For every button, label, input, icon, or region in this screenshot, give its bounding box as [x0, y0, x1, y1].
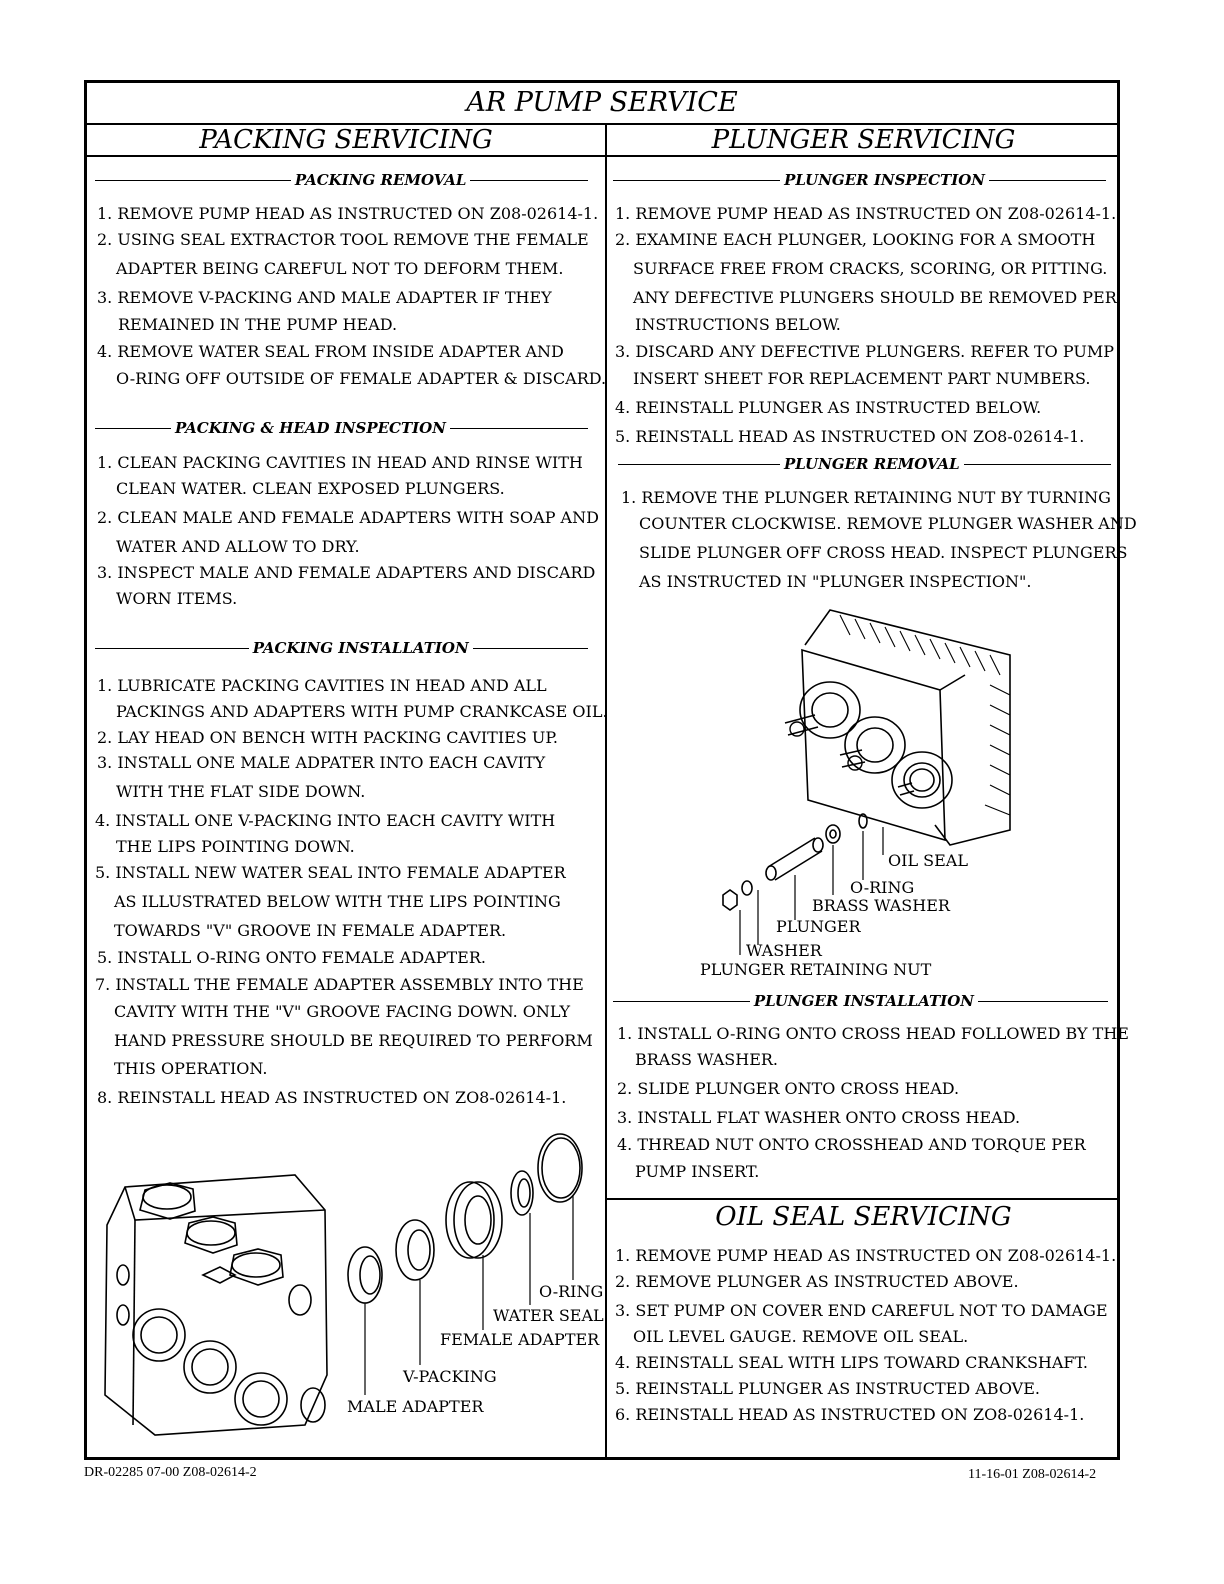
- pump-head-drawing: [105, 1175, 327, 1435]
- label-male-adapter: MALE ADAPTER: [347, 1397, 484, 1416]
- packing-inspection-line: 1. CLEAN PACKING CAVITIES IN HEAD AND RINSE WITH: [97, 453, 583, 472]
- female-adapter-part: [446, 1182, 502, 1258]
- packing-installation-line: TOWARDS "V" GROOVE IN FEMALE ADAPTER.: [114, 921, 507, 940]
- water-seal-part: [511, 1171, 533, 1215]
- stud-nut: [790, 722, 804, 736]
- plunger-inspection-line: ANY DEFECTIVE PLUNGERS SHOULD BE REMOVED PER: [633, 288, 1117, 307]
- plunger-removal-line: SLIDE PLUNGER OFF CROSS HEAD. INSPECT PLUNGERS: [639, 543, 1128, 562]
- plunger-installation-title: PLUNGER INSTALLATION: [613, 992, 1108, 1010]
- plunger-installation-line: 1. INSTALL O-RING ONTO CROSS HEAD FOLLOWED BY THE: [617, 1024, 1129, 1043]
- packing-removal-line: 4. REMOVE WATER SEAL FROM INSIDE ADAPTER AND: [97, 342, 564, 361]
- packing-removal-line: 3. REMOVE V-PACKING AND MALE ADAPTER IF THEY: [97, 288, 552, 307]
- male-adapter-part: [348, 1247, 382, 1303]
- plunger-inspection-title: PLUNGER INSPECTION: [613, 171, 1106, 189]
- packing-installation-line: 7. INSTALL THE FEMALE ADAPTER ASSEMBLY INTO THE: [95, 975, 584, 994]
- plunger-part: [766, 838, 823, 880]
- packing-removal-title: PACKING REMOVAL: [95, 171, 588, 189]
- oil-seal-line: 1. REMOVE PUMP HEAD AS INSTRUCTED ON Z08-02614-1.: [615, 1246, 1117, 1265]
- label-female-adapter: FEMALE ADAPTER: [440, 1330, 600, 1349]
- plunger-installation-line: BRASS WASHER.: [635, 1050, 779, 1069]
- footer-left: DR-02285 07-00 Z08-02614-2: [84, 1465, 257, 1480]
- plunger-inspection-line: 4. REINSTALL PLUNGER AS INSTRUCTED BELOW.: [615, 398, 1042, 417]
- packing-installation-title: PACKING INSTALLATION: [95, 639, 588, 657]
- plunger-installation-line: PUMP INSERT.: [635, 1162, 760, 1181]
- plunger-removal-line: COUNTER CLOCKWISE. REMOVE PLUNGER WASHER AND: [639, 514, 1137, 533]
- packing-removal-line: 1. REMOVE PUMP HEAD AS INSTRUCTED ON Z08-02614-1.: [97, 204, 599, 223]
- packing-installation-line: 5. INSTALL NEW WATER SEAL INTO FEMALE ADAPTER: [95, 863, 566, 882]
- packing-installation-line: CAVITY WITH THE "V" GROOVE FACING DOWN. ONLY: [114, 1002, 571, 1021]
- plunger-servicing-heading: PLUNGER SERVICING: [607, 125, 1120, 157]
- packing-servicing-heading: PACKING SERVICING: [87, 125, 605, 157]
- o-ring-part: [538, 1134, 582, 1202]
- packing-removal-line: REMAINED IN THE PUMP HEAD.: [118, 315, 398, 334]
- brass-washer-part: [826, 825, 840, 843]
- packing-inspection-line: WATER AND ALLOW TO DRY.: [116, 537, 360, 556]
- oil-seal-line: 5. REINSTALL PLUNGER AS INSTRUCTED ABOVE.: [615, 1379, 1040, 1398]
- oil-seal-line: 2. REMOVE PLUNGER AS INSTRUCTED ABOVE.: [615, 1272, 1019, 1291]
- label-o-ring: O-RING: [539, 1282, 604, 1301]
- oil-seal-line: 4. REINSTALL SEAL WITH LIPS TOWARD CRANKSHAFT.: [615, 1353, 1088, 1372]
- packing-installation-line: THE LIPS POINTING DOWN.: [116, 837, 355, 856]
- label-brass-washer: BRASS WASHER: [812, 896, 950, 915]
- plunger-removal-title: PLUNGER REMOVAL: [618, 455, 1111, 473]
- plunger-exploded-diagram: [690, 605, 1020, 985]
- plunger-inspection-line: INSERT SHEET FOR REPLACEMENT PART NUMBERS.: [633, 369, 1091, 388]
- retaining-nut-part: [723, 890, 737, 910]
- oil-seal-line: 3. SET PUMP ON COVER END CAREFUL NOT TO DAMAGE: [615, 1301, 1108, 1320]
- v-packing-part: [396, 1220, 434, 1280]
- packing-inspection-line: WORN ITEMS.: [116, 589, 238, 608]
- plunger-installation-line: 3. INSTALL FLAT WASHER ONTO CROSS HEAD.: [617, 1108, 1021, 1127]
- oil-seal-line: OIL LEVEL GAUGE. REMOVE OIL SEAL.: [633, 1327, 969, 1346]
- packing-head-inspection-title: PACKING & HEAD INSPECTION: [95, 419, 588, 437]
- label-oil-seal: OIL SEAL: [888, 851, 968, 870]
- packing-inspection-line: 2. CLEAN MALE AND FEMALE ADAPTERS WITH SOAP AND: [97, 508, 599, 527]
- oil-seal-line: 6. REINSTALL HEAD AS INSTRUCTED ON ZO8-02614-1.: [615, 1405, 1085, 1424]
- washer-part: [742, 881, 752, 895]
- page-title: AR PUMP SERVICE: [87, 83, 1117, 125]
- packing-installation-line: PACKINGS AND ADAPTERS WITH PUMP CRANKCASE OIL.: [116, 702, 608, 721]
- cooling-fins: [840, 615, 1010, 815]
- packing-exploded-diagram: [95, 1125, 610, 1455]
- hex-plug: [230, 1249, 283, 1285]
- packing-inspection-line: 3. INSPECT MALE AND FEMALE ADAPTERS AND DISCARD: [97, 563, 596, 582]
- plunger-inspection-line: 1. REMOVE PUMP HEAD AS INSTRUCTED ON Z08-02614-1.: [615, 204, 1117, 223]
- cross-head-flange: [785, 682, 860, 738]
- label-plunger: PLUNGER: [776, 917, 861, 936]
- packing-removal-line: O-RING OFF OUTSIDE OF FEMALE ADAPTER & DISCARD.: [116, 369, 607, 388]
- packing-installation-line: 1. LUBRICATE PACKING CAVITIES IN HEAD AND ALL: [97, 676, 547, 695]
- footer-right: 11-16-01 Z08-02614-2: [968, 1467, 1097, 1482]
- packing-removal-line: 2. USING SEAL EXTRACTOR TOOL REMOVE THE FEMALE: [97, 230, 589, 249]
- packing-inspection-line: CLEAN WATER. CLEAN EXPOSED PLUNGERS.: [116, 479, 505, 498]
- plunger-inspection-line: INSTRUCTIONS BELOW.: [635, 315, 841, 334]
- oil-seal-servicing-heading: OIL SEAL SERVICING: [715, 1202, 1012, 1232]
- packing-installation-line: 5. INSTALL O-RING ONTO FEMALE ADAPTER.: [97, 948, 486, 967]
- plunger-inspection-line: 2. EXAMINE EACH PLUNGER, LOOKING FOR A SMOOTH: [615, 230, 1096, 249]
- plunger-inspection-line: 5. REINSTALL HEAD AS INSTRUCTED ON ZO8-02614-1.: [615, 427, 1085, 446]
- packing-installation-line: THIS OPERATION.: [114, 1059, 268, 1078]
- packing-installation-line: WITH THE FLAT SIDE DOWN.: [116, 782, 366, 801]
- hex-plug: [140, 1183, 195, 1219]
- packing-installation-line: 2. LAY HEAD ON BENCH WITH PACKING CAVITIES UP.: [97, 728, 558, 747]
- plunger-removal-line: AS INSTRUCTED IN "PLUNGER INSPECTION".: [639, 572, 1032, 591]
- packing-installation-line: 8. REINSTALL HEAD AS INSTRUCTED ON ZO8-02614-1.: [97, 1088, 567, 1107]
- label-water-seal: WATER SEAL: [493, 1306, 604, 1325]
- cross-head-flange: [840, 717, 905, 773]
- plunger-inspection-line: 3. DISCARD ANY DEFECTIVE PLUNGERS. REFER TO PUMP: [615, 342, 1114, 361]
- packing-installation-line: 3. INSTALL ONE MALE ADPATER INTO EACH CAVITY: [97, 753, 546, 772]
- packing-installation-line: AS ILLUSTRATED BELOW WITH THE LIPS POINTING: [114, 892, 561, 911]
- label-o-ring: O-RING: [850, 878, 915, 897]
- packing-installation-line: HAND PRESSURE SHOULD BE REQUIRED TO PERFORM: [114, 1031, 593, 1050]
- label-v-packing: V-PACKING: [403, 1367, 497, 1386]
- packing-removal-line: ADAPTER BEING CAREFUL NOT TO DEFORM THEM.: [116, 259, 564, 278]
- plunger-removal-line: 1. REMOVE THE PLUNGER RETAINING NUT BY TURNING: [621, 488, 1111, 507]
- packing-installation-line: 4. INSTALL ONE V-PACKING INTO EACH CAVITY WITH: [95, 811, 556, 830]
- label-retaining-nut: PLUNGER RETAINING NUT: [700, 960, 932, 979]
- label-washer: WASHER: [746, 941, 822, 960]
- plunger-inspection-line: SURFACE FREE FROM CRACKS, SCORING, OR PITTING.: [633, 259, 1108, 278]
- hex-plug: [185, 1217, 237, 1253]
- plunger-installation-line: 4. THREAD NUT ONTO CROSSHEAD AND TORQUE PER: [617, 1135, 1086, 1154]
- plunger-installation-line: 2. SLIDE PLUNGER ONTO CROSS HEAD.: [617, 1079, 960, 1098]
